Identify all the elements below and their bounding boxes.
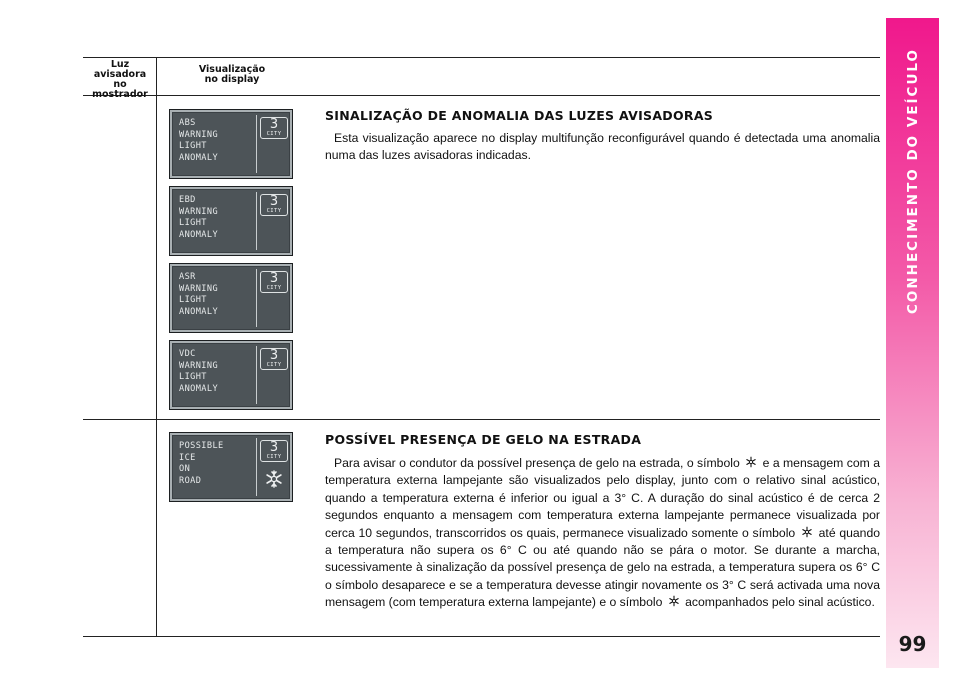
column-header-line: no mostrador (92, 79, 148, 100)
display-message (179, 441, 224, 487)
snowflake-icon (668, 595, 680, 607)
section-title-warning-anomaly: SINALIZAÇÃO DE ANOMALIA DAS LUZES AVISADORAS (325, 108, 714, 123)
display-line: ON (179, 464, 191, 475)
paragraph-text: até quando a temperatura não supera os 6° C ou até quando não se pára o motor. Se durante a marcha, sucessivamente à sinalização da possível presença de gelo na estrada, a temperatura supera os 6° C o símbolo desaparece e se a temperatura devesse atingir novamente os 3° C será activada uma nova mensagem (com temperatura externa lampejante) e o símbolo (325, 525, 880, 610)
drive-mode: CITY (266, 131, 282, 137)
display-line: VDC (179, 349, 196, 359)
display-line: ANOMALY (179, 229, 219, 240)
gear-number: 3 (269, 271, 279, 286)
gear-indicator (260, 194, 288, 216)
display-message (179, 272, 218, 318)
gear-number: 3 (269, 348, 279, 363)
section-title-ice-warning: POSSÍVEL PRESENÇA DE GELO NA ESTRADA (325, 432, 642, 447)
display-screen-vdc (169, 340, 293, 410)
table-top-rule (83, 57, 880, 58)
display-line: ABS (179, 118, 196, 128)
display-screen-ice (169, 432, 293, 502)
display-message (179, 118, 218, 164)
column-header-line: Visualização (198, 64, 266, 75)
drive-mode: CITY (266, 454, 282, 460)
display-side-panel (256, 438, 290, 496)
column-header-line: Luz (110, 59, 130, 70)
display-line: ANOMALY (179, 152, 219, 163)
display-line: ANOMALY (179, 383, 219, 394)
display-side-panel (256, 115, 290, 173)
section-paragraph-warning-anomaly (325, 130, 880, 165)
gear-indicator (260, 117, 288, 139)
display-line: LIGHT (179, 141, 207, 152)
display-line: WARNING (179, 360, 219, 371)
display-side-panel (256, 346, 290, 404)
drive-mode: CITY (266, 285, 282, 291)
paragraph-text: acompanhados pelo sinal acústico. (685, 595, 875, 610)
paragraph-text: Para avisar o condutor da possível presença de gelo na estrada, o símbolo (334, 456, 740, 470)
display-message (179, 349, 218, 395)
gear-indicator (260, 348, 288, 370)
chapter-title-container (886, 48, 939, 328)
column-header-warning-light (84, 60, 156, 100)
gear-indicator (260, 271, 288, 293)
column-header-line: avisadora (93, 69, 147, 80)
display-line: WARNING (179, 206, 219, 217)
display-line: ICE (179, 452, 196, 463)
snowflake-icon (801, 526, 813, 538)
display-line: ASR (179, 272, 196, 282)
gear-number: 3 (269, 194, 279, 209)
paragraph-text: e a mensagem com a temperatura externa lampejante são visualizados pelo display, junto com o relativo sinal acústico, quando a temperatura externa é inferior ou igual a 3° C. A duração do sinal acústico é de cerca 2 segundos enquanto a mensagem com temperatura externa lampejante permanece visualizada por cerca 10 segundos, transcorridos os quais, permanece visualizado somente o símbolo (325, 456, 880, 540)
chapter-sidebar (886, 18, 939, 668)
display-screen-ebd (169, 186, 293, 256)
display-line: ANOMALY (179, 306, 219, 317)
gear-number: 3 (269, 117, 279, 132)
table-column-divider (156, 57, 157, 637)
display-line: ROAD (179, 475, 202, 486)
display-message (179, 195, 218, 241)
snowflake-icon (745, 456, 757, 468)
display-line: LIGHT (179, 218, 207, 229)
paragraph-text: Esta visualização aparece no display multifunção reconfigurável quando é detectada uma anomalia numa das luzes avisadoras indicadas. (325, 131, 880, 163)
section-paragraph-ice-warning (325, 455, 880, 612)
display-screen-abs (169, 109, 293, 179)
table-header-rule (83, 95, 880, 96)
drive-mode: CITY (266, 362, 282, 368)
gear-number: 3 (269, 440, 279, 455)
display-line: LIGHT (179, 295, 207, 306)
chapter-title: CONHECIMENTO DO VEÍCULO (904, 48, 921, 315)
table-row-divider (83, 419, 880, 420)
display-line: POSSIBLE (179, 441, 224, 451)
snowflake-icon (264, 469, 284, 489)
display-side-panel (256, 192, 290, 250)
display-side-panel (256, 269, 290, 327)
column-header-line: no display (204, 74, 260, 85)
display-line: EBD (179, 195, 196, 205)
display-screen-asr (169, 263, 293, 333)
gear-indicator (260, 440, 288, 462)
display-line: WARNING (179, 129, 219, 140)
column-header-display (190, 65, 274, 85)
display-line: WARNING (179, 283, 219, 294)
drive-mode: CITY (266, 208, 282, 214)
display-line: LIGHT (179, 372, 207, 383)
table-bottom-rule (83, 636, 880, 637)
page-number: 99 (898, 632, 927, 656)
